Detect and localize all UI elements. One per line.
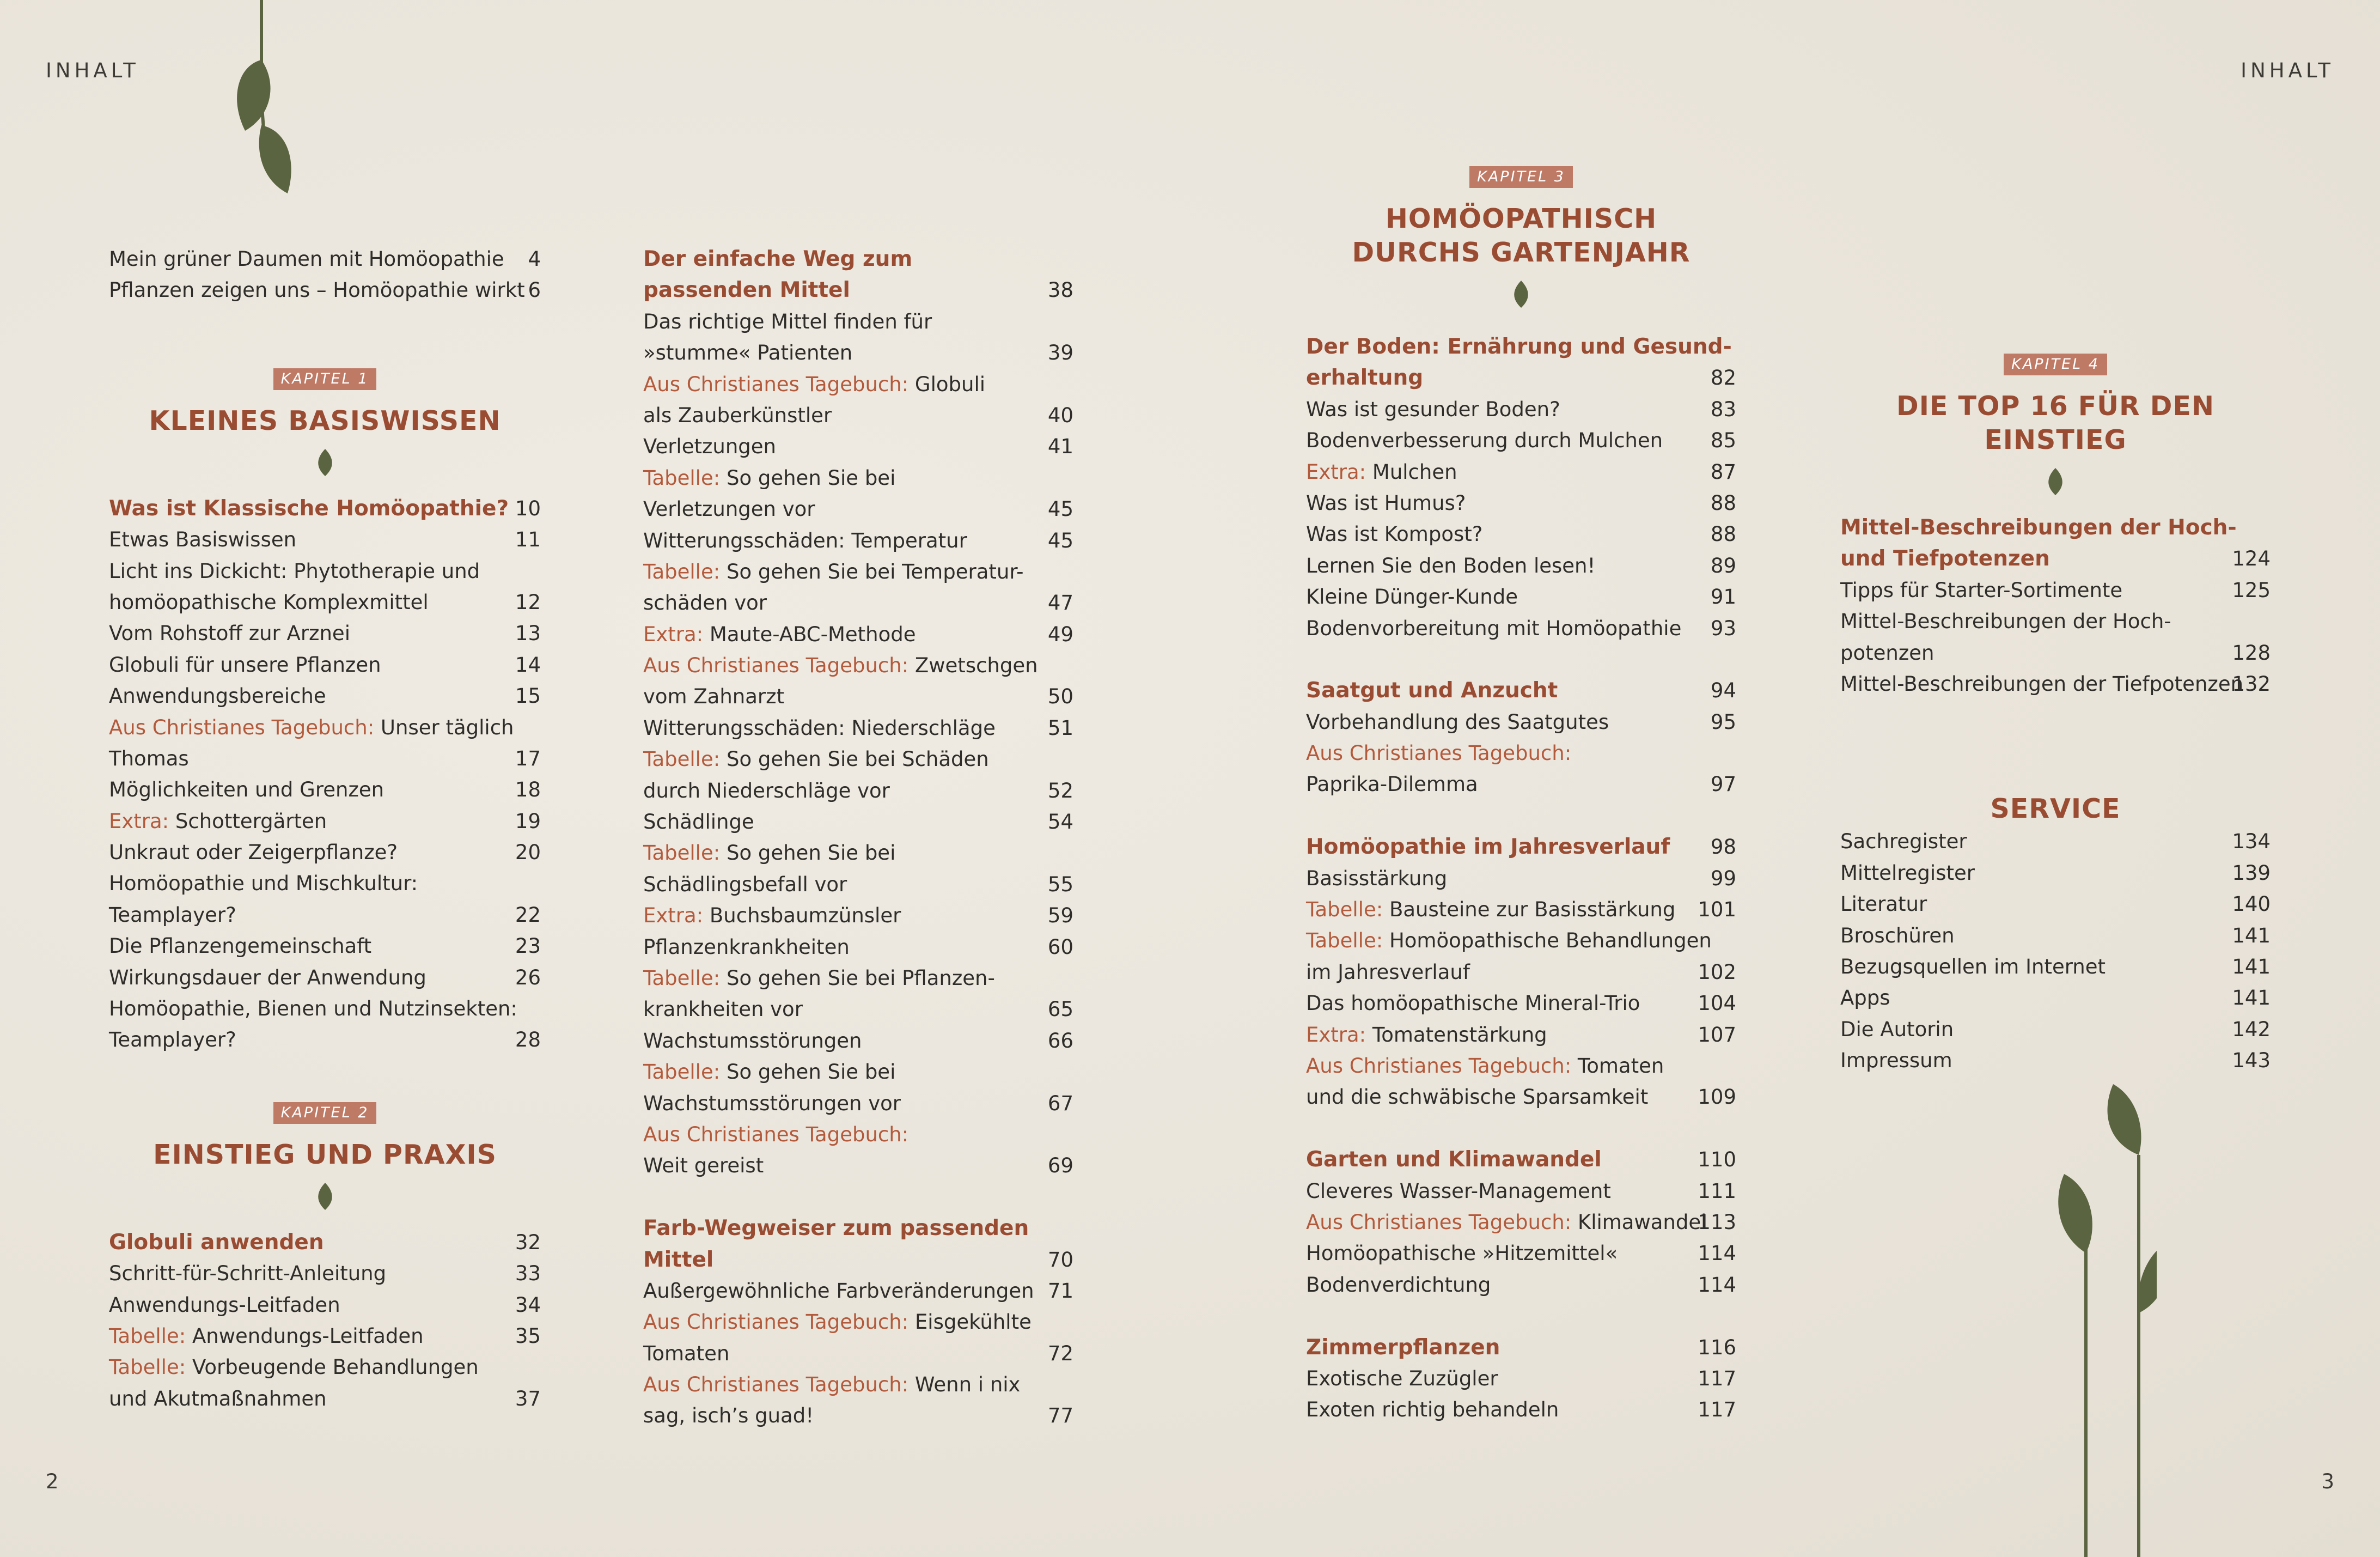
toc-entry[interactable]: sag, isch’s guad! 77: [643, 1404, 1073, 1428]
toc-entry[interactable]: homöopathische Komplexmittel 12: [109, 590, 541, 614]
toc-entry[interactable]: Schädlinge 54: [643, 810, 1073, 834]
toc-entry[interactable]: Weit gereist 69: [643, 1154, 1073, 1178]
toc-entry[interactable]: Pflanzenkrankheiten 60: [643, 935, 1073, 959]
toc-entry[interactable]: Broschüren 141: [1840, 923, 2271, 947]
toc-entry[interactable]: Mein grüner Daumen mit Homöopathie 4: [109, 247, 541, 271]
toc-entry[interactable]: Extra: Tomatenstärkung 107: [1306, 1023, 1736, 1047]
page-number-left: 2: [46, 1470, 59, 1493]
toc-entry[interactable]: Homöopathische »Hitzemittel« 114: [1306, 1242, 1736, 1266]
page-number-right: 3: [2321, 1470, 2334, 1493]
toc-entry[interactable]: Extra: Mulchen 87: [1306, 460, 1736, 484]
chapter-2-heading: [109, 1102, 541, 1210]
toc-entry[interactable]: Tabelle: So gehen Sie bei Temperatur-: [643, 559, 1024, 583]
toc-entry[interactable]: Verletzungen 41: [643, 435, 1073, 459]
toc-entry[interactable]: Bezugsquellen im Internet 141: [1840, 954, 2271, 978]
toc-entry[interactable]: Teamplayer? 22: [109, 903, 541, 927]
chapter-1-heading: [109, 368, 541, 476]
toc-entry[interactable]: Das homöopathische Mineral-Trio 104: [1306, 992, 1736, 1015]
leaf-ornament-icon: [1513, 281, 1529, 308]
chapter-3-heading: [1306, 166, 1736, 308]
toc-entry[interactable]: Tabelle: So gehen Sie bei: [643, 841, 896, 865]
chapter-badge: KAPITEL 4: [2004, 354, 2107, 375]
toc-entry[interactable]: Aus Christianes Tagebuch: Globuli: [643, 372, 986, 396]
toc-entry[interactable]: Was ist Klassische Homöopathie? 10: [109, 496, 541, 521]
toc-entry[interactable]: Schritt-für-Schritt-Anleitung 33: [109, 1262, 541, 1286]
leaf-ornament-icon: [317, 1183, 333, 1210]
leaf-ornament-icon: [2047, 468, 2064, 495]
toc-entry[interactable]: Aus Christianes Tagebuch: Tomaten: [1306, 1054, 1664, 1078]
toc-entry[interactable]: Tabelle: Anwendungs-Leitfaden 35: [109, 1324, 541, 1348]
toc-entry[interactable]: Sachregister 134: [1840, 830, 2271, 854]
toc-entry[interactable]: Homöopathie und Mischkultur:: [109, 872, 418, 896]
toc-entry[interactable]: »stumme« Patienten 39: [643, 341, 1073, 365]
toc-entry[interactable]: Licht ins Dickicht: Phytotherapie und: [109, 559, 480, 583]
toc-entry[interactable]: Tabelle: So gehen Sie bei Pflanzen-: [643, 966, 995, 990]
toc-entry[interactable]: Tabelle: So gehen Sie bei: [643, 466, 896, 490]
toc-column-4: [1840, 354, 2271, 1076]
toc-entry[interactable]: Literatur 140: [1840, 892, 2271, 916]
toc-entry[interactable]: Mittel-Beschreibungen der Hoch-: [1840, 610, 2171, 634]
toc-entry[interactable]: Pflanzen zeigen uns – Homöopathie wirkt 6: [109, 278, 541, 302]
toc-entry[interactable]: Unkraut oder Zeigerpflanze? 20: [109, 841, 541, 865]
toc-entry[interactable]: Witterungsschäden: Niederschläge 51: [643, 716, 1073, 740]
toc-entry[interactable]: Mittel-Beschreibungen der Hoch-: [1840, 515, 2237, 540]
toc-entry[interactable]: Garten und Klimawandel 110: [1306, 1147, 1736, 1172]
toc-entry[interactable]: Außergewöhnliche Farbveränderungen 71: [643, 1279, 1073, 1303]
toc-entry[interactable]: Das richtige Mittel finden für: [643, 309, 932, 333]
toc-entry[interactable]: Exoten richtig behandeln 117: [1306, 1398, 1736, 1422]
toc-entry[interactable]: und Akutmaßnahmen 37: [109, 1386, 541, 1410]
toc-entry[interactable]: Aus Christianes Tagebuch: Eisgekühlte: [643, 1310, 1032, 1334]
toc-entry[interactable]: Thomas 17: [109, 746, 541, 770]
service-heading: [1840, 792, 2271, 826]
toc-entry[interactable]: Mittel-Beschreibungen der Tiefpotenzen 132: [1840, 672, 2271, 696]
toc-column-1: [109, 244, 541, 1414]
toc-entry[interactable]: passenden Mittel 38: [643, 278, 1073, 303]
toc-entry[interactable]: Verletzungen vor 45: [643, 497, 1073, 521]
toc-entry[interactable]: Vorbehandlung des Saatgutes 95: [1306, 710, 1736, 734]
toc-entry[interactable]: als Zauberkünstler 40: [643, 403, 1073, 427]
toc-entry[interactable]: Extra: Buchsbaumzünsler 59: [643, 904, 1073, 928]
toc-entry[interactable]: Apps 141: [1840, 986, 2271, 1010]
toc-entry[interactable]: Aus Christianes Tagebuch: Unser täglich: [109, 715, 514, 739]
toc-column-3: [1306, 166, 1736, 1426]
toc-entry[interactable]: Wirkungsdauer der Anwendung 26: [109, 965, 541, 989]
service-title: SERVICE: [1990, 793, 2121, 825]
toc-entry[interactable]: Tabelle: Homöopathische Behandlungen: [1306, 929, 1712, 953]
toc-entry[interactable]: Paprika-Dilemma 97: [1306, 773, 1736, 796]
toc-entry[interactable]: Farb-Wegweiser zum passenden: [643, 1216, 1029, 1241]
chapter-title: KLEINES BASISWISSEN: [149, 405, 501, 436]
chapter-title-line-1: HOMÖOPATHISCH: [1385, 203, 1657, 234]
toc-entry[interactable]: Globuli für unsere Pflanzen 14: [109, 653, 541, 677]
chapter-badge: KAPITEL 1: [273, 368, 377, 390]
toc-entry[interactable]: Homöopathie, Bienen und Nutzinsekten:: [109, 997, 517, 1021]
toc-entry[interactable]: Anwendungs-Leitfaden 34: [109, 1293, 541, 1317]
toc-entry[interactable]: Aus Christianes Tagebuch:: [643, 1122, 909, 1146]
toc-entry[interactable]: und die schwäbische Sparsamkeit 109: [1306, 1085, 1736, 1109]
toc-entry[interactable]: Extra: Maute-ABC-Methode 49: [643, 622, 1073, 646]
toc-entry[interactable]: Was ist Humus? 88: [1306, 491, 1736, 515]
toc-entry[interactable]: Vom Rohstoff zur Arznei 13: [109, 622, 541, 646]
toc-entry[interactable]: potenzen 128: [1840, 641, 2271, 665]
toc-entry[interactable]: Der Boden: Ernährung und Gesund-: [1306, 334, 1732, 359]
toc-entry[interactable]: Schädlingsbefall vor 55: [643, 872, 1073, 896]
toc-entry[interactable]: Tomaten 72: [643, 1341, 1073, 1365]
toc-entry[interactable]: Anwendungsbereiche 15: [109, 684, 541, 708]
toc-entry[interactable]: Mittelregister 139: [1840, 861, 2271, 885]
chapter-title: DIE TOP 16 FÜR DEN EINSTIEG: [1896, 391, 2214, 455]
toc-entry[interactable]: Kleine Dünger-Kunde 91: [1306, 585, 1736, 609]
toc-entry[interactable]: Möglichkeiten und Grenzen 18: [109, 778, 541, 802]
toc-entry[interactable]: Globuli anwenden 32: [109, 1230, 541, 1255]
toc-entry[interactable]: Was ist gesunder Boden? 83: [1306, 397, 1736, 421]
running-header-right: INHALT: [2241, 59, 2334, 82]
toc-entry[interactable]: Witterungsschäden: Temperatur 45: [643, 528, 1073, 552]
plant-bottom-right-icon: [2048, 1084, 2157, 1557]
toc-entry[interactable]: Cleveres Wasser-Management 111: [1306, 1179, 1736, 1203]
chapter-4-heading: [1840, 354, 2271, 495]
toc-entry[interactable]: Aus Christianes Tagebuch: Wenn i nix: [643, 1373, 1021, 1397]
toc-entry[interactable]: Tipps für Starter-Sortimente 125: [1840, 578, 2271, 602]
toc-entry[interactable]: Tabelle: Bausteine zur Basisstärkung 101: [1306, 898, 1736, 922]
toc-entry[interactable]: Extra: Schottergärten 19: [109, 809, 541, 833]
toc-entry[interactable]: Zimmerpflanzen 116: [1306, 1335, 1736, 1360]
toc-entry[interactable]: und Tiefpotenzen 124: [1840, 546, 2271, 571]
toc-entry[interactable]: durch Niederschläge vor 52: [643, 778, 1073, 802]
toc-entry[interactable]: Tabelle: So gehen Sie bei: [643, 1060, 896, 1084]
chapter-badge: KAPITEL 2: [273, 1102, 377, 1124]
leaf-ornament-icon: [317, 449, 333, 476]
toc-entry[interactable]: erhaltung 82: [1306, 366, 1736, 391]
toc-entry[interactable]: Saatgut und Anzucht 94: [1306, 678, 1736, 703]
toc-entry[interactable]: Teamplayer? 28: [109, 1028, 541, 1052]
toc-entry[interactable]: Bodenverdichtung 114: [1306, 1273, 1736, 1297]
toc-entry[interactable]: Tabelle: So gehen Sie bei Schäden: [643, 747, 989, 771]
vine-top-left-icon: [223, 0, 300, 202]
toc-entry[interactable]: Die Autorin 142: [1840, 1017, 2271, 1041]
toc-entry[interactable]: Basisstärkung 99: [1306, 866, 1736, 890]
toc-entry[interactable]: Bodenvorbereitung mit Homöopathie 93: [1306, 616, 1736, 640]
toc-entry[interactable]: im Jahresverlauf 102: [1306, 960, 1736, 984]
toc-entry[interactable]: krankheiten vor 65: [643, 998, 1073, 1021]
toc-entry[interactable]: Mittel 70: [643, 1247, 1073, 1272]
toc-entry[interactable]: Wachstumsstörungen 66: [643, 1029, 1073, 1053]
toc-entry[interactable]: Aus Christianes Tagebuch: Klimawandel 113: [1306, 1210, 1736, 1234]
toc-entry[interactable]: vom Zahnarzt 50: [643, 685, 1073, 709]
toc-entry[interactable]: Lernen Sie den Boden lesen! 89: [1306, 554, 1736, 577]
toc-column-2: [643, 244, 1073, 1432]
toc-entry[interactable]: Bodenverbesserung durch Mulchen 85: [1306, 429, 1736, 453]
toc-entry[interactable]: Exotische Zuzügler 117: [1306, 1366, 1736, 1390]
toc-entry[interactable]: Etwas Basiswissen 11: [109, 528, 541, 552]
toc-entry[interactable]: schäden vor 47: [643, 591, 1073, 615]
chapter-title-line-2: DURCHS GARTENJAHR: [1352, 237, 1691, 268]
toc-entry[interactable]: Tabelle: Vorbeugende Behandlungen: [109, 1355, 479, 1379]
chapter-badge: KAPITEL 3: [1469, 166, 1573, 188]
toc-entry[interactable]: Der einfache Weg zum: [643, 247, 913, 271]
chapter-title: EINSTIEG UND PRAXIS: [153, 1139, 497, 1170]
toc-entry[interactable]: Aus Christianes Tagebuch: Zwetschgen: [643, 654, 1038, 678]
toc-entry[interactable]: Homöopathie im Jahresverlauf 98: [1306, 835, 1736, 860]
toc-entry[interactable]: Aus Christianes Tagebuch:: [1306, 741, 1572, 765]
toc-entry[interactable]: Impressum 143: [1840, 1049, 2271, 1073]
toc-entry[interactable]: Die Pflanzengemeinschaft 23: [109, 934, 541, 958]
toc-entry[interactable]: Was ist Kompost? 88: [1306, 522, 1736, 546]
toc-entry[interactable]: Wachstumsstörungen vor 67: [643, 1091, 1073, 1115]
running-header-left: INHALT: [46, 59, 139, 82]
